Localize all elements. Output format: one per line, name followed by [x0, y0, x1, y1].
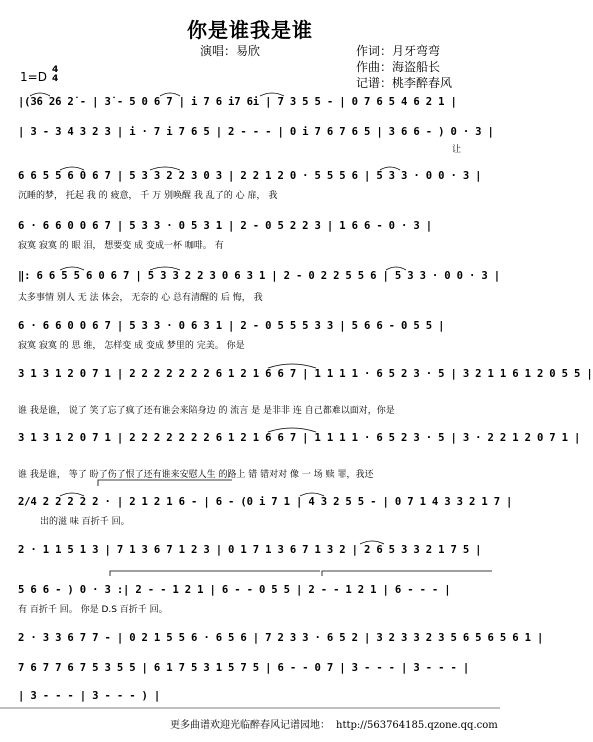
- transcriber-credit: 记谱：桃李醉春风: [356, 76, 453, 90]
- footer-text: 更多曲谱欢迎光临醉春风记谱园地：: [170, 720, 330, 731]
- notation-line: 5 6 6 - ) 0 · 3 :| 2 - - 1 2 1 | 6 - - 0 5 5 | 2 - - 1 2 1 | 6 - - - |: [18, 584, 451, 596]
- notation-line: 3 1 3 1 2 0 7 1 | 2 2 2 2 2 2 2 6 1 2 1 6 6 7 | 1 1 1 1 · 6 5 2 3 · 5 | 3 · 2 2 1 2 0 7 1 |: [18, 432, 581, 444]
- lyric-line: 让: [452, 145, 462, 155]
- lyric-line: 太多事情 别人 无 法 体会， 无奈的 心 总有清醒的 后 悔， 我: [18, 293, 263, 303]
- notation-line: 7 6 7 7 6 7 5 3 5 5 | 6 1 7 5 3 1 5 7 5 | 6 - - 0 7 | 3 - - - | 3 - - - |: [18, 662, 469, 674]
- notation-line: |(3̇6 2̇6 2̇ - | 3̇ - 5 0 6 7 | i 7 6 i7 6i | 7 3 5 5 - | 0 7 6 5 4 6 2 1 |: [18, 96, 457, 108]
- notation-line: 2 · 3 3 6 7 7 - | 0 2 1 5 5 6 · 6 5 6 | 7 2 3 3 · 6 5 2 | 3 2 3 3 2 3 5 6 5 6 5 6 1 |: [18, 632, 544, 644]
- notation-line: 3 1 3 1 2 0 7 1 | 2 2 2 2 2 2 2 6 1 2 1 6 6 7 | 1 1 1 1 · 6 5 2 3 · 5 | 3 2 1 1 6 1 2 0 5 5 |: [18, 368, 593, 380]
- notation-line: 6 6 5 5 6 0 6 7 | 5 3 3 2 2 3 0 3 | 2 2 1 2 0 · 5 5 5 6 | 5 3 3 · 0 0 · 3 |: [18, 170, 482, 182]
- lyric-line: 沉睡的梦， 托起 我 的 疲意， 千 万 别唤醒 我 乱了的 心 扉， 我: [18, 191, 278, 201]
- lyric-line: 谁 我是谁， 等了 盼了伤了恨了还有谁来安慰人生 的路上 错 错对对 像 一 场 赎 罪，我还: [18, 470, 374, 480]
- notation-line: 6 · 6 6 0 0 6 7 | 5 3 3 · 0 5 3 1 | 2 - 0 5 2 2 3 | 1 6 6 - 0 · 3 |: [18, 220, 432, 232]
- notation-line: 6 · 6 6 0 0 6 7 | 5 3 3 · 0 6 3 1 | 2 - 0 5 5 5 3 3 | 5 6 6 - 0 5 5 |: [18, 320, 445, 332]
- singer-credit: 演唱：易欣: [200, 44, 261, 58]
- composer-credit: 作曲：海盗船长: [356, 60, 441, 74]
- notation-line: 2/4 2 2 2 2 2 · | 2 1 2 1 6 - | 6 - (0 i 7 1 | 4 3 2 5 5 - | 0 7 1 4 3 3 2 1 7 |: [18, 496, 513, 508]
- lyricist-credit: 作词：月牙弯弯: [356, 44, 441, 58]
- key-signature: 1=D: [20, 70, 47, 84]
- notation-line: ‖: 6 6 5 5 6 0 6 7 | 5 3 3 2 2 3 0 6 3 1 | 2 - 0 2 2 5 5 6 | 5 3 3 · 0 0 · 3 |: [18, 270, 500, 282]
- time-signature-bottom: 4: [52, 74, 59, 84]
- notation-line: 2 · 1 1 5 1 3 | 7 1 3 6 7 1 2 3 | 0 1 7 1 3 6 7 1 3 2 | 2 6 5 3 3 2 1 7 5 |: [18, 544, 482, 556]
- lyric-line: 出的滋 味 百折千 回。: [40, 517, 130, 527]
- lyric-line: 寂寞 寂寞 的 思 维， 怎样变 成 变成 梦里的 完美。 你是: [18, 341, 245, 351]
- time-signature-top: 4: [52, 65, 59, 75]
- lyric-line: 有 百折千 回。 你是 D.S 百折千 回。: [18, 605, 168, 615]
- footer-note: [170, 716, 498, 731]
- footer-link[interactable]: http://563764185.qzone.qq.com: [336, 720, 498, 731]
- notation-line: | 3 - - - | 3 - - - ) |: [18, 690, 161, 702]
- notation-line: | 3 - 3 4 3 2 3 | i · 7 i 7 6 5 | 2 - - - | 0 i 7 6 7 6 5 | 3 6 6 - ) 0 · 3 |: [18, 126, 494, 138]
- lyric-line: 谁 我是谁， 说了 笑了忘了疯了还有谁会来陪身边 的 流言 是 是非非 连 自己都难以面对，你是: [18, 406, 395, 416]
- song-title: 你是谁我是谁: [187, 18, 313, 42]
- lyric-line: 寂寞 寂寞 的 眼 泪， 想要变 成 变成一杯 咖啡。 有: [18, 241, 224, 251]
